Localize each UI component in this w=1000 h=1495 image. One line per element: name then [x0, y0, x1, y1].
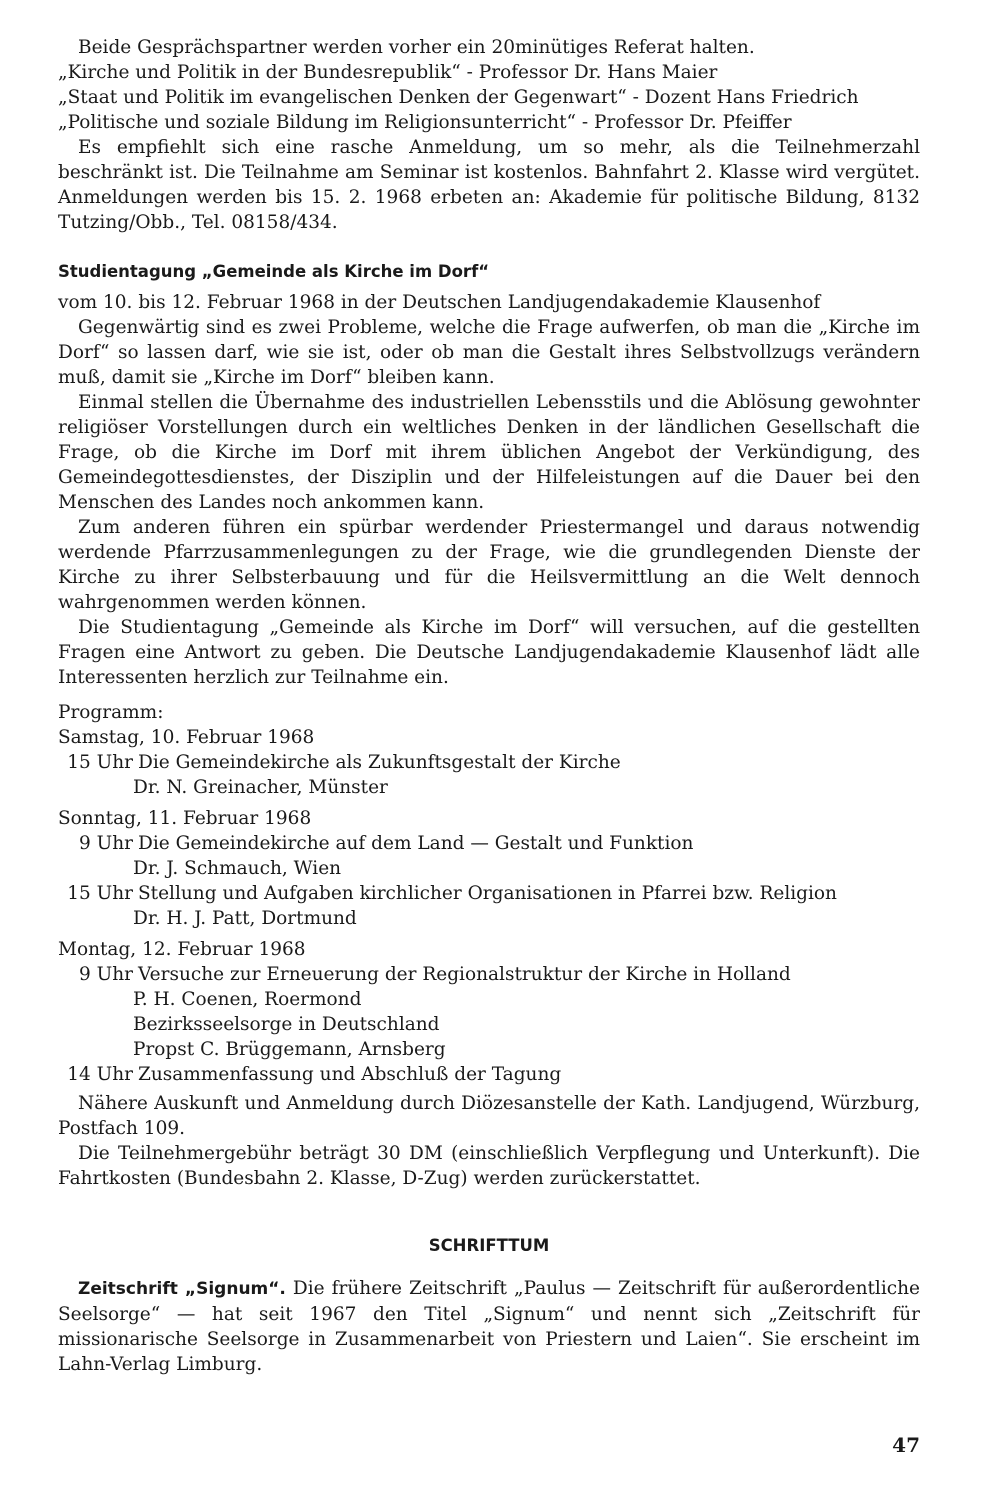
- date-line: vom 10. bis 12. Februar 1968 in der Deutschen Landjugendakademie Klausenhof: [58, 292, 821, 313]
- program-title: Stellung und Aufgaben kirchlicher Organisationen in Pfarrei bzw. Religion: [138, 883, 837, 904]
- program-day: [58, 725, 920, 800]
- program-time: 15 Uhr: [67, 883, 133, 904]
- intro-paragraph: Es empfiehlt sich eine rasche Anmeldung, um so mehr, als die Teilnehmerzahl beschränkt ist. Die Teilnahme am Seminar ist kostenlos. Bahnfahrt 2. Klasse wird vergütet. Anmeldungen werden bis 15. 2. 1968 erbeten an: Akademie für politische Bildung, 8132 Tutzing/Obb., Tel. 08158/434.: [58, 137, 920, 233]
- intro-line: „Staat und Politik im evangelischen Denken der Gegenwart“ - Dozent Hans Friedrich: [58, 87, 859, 108]
- closing-paragraph: Die Teilnehmergebühr beträgt 30 DM (einschließlich Verpflegung und Unterkunft). Die Fahrtkosten (Bundesbahn 2. Klasse, D-Zug) werden zurückerstattet.: [58, 1143, 920, 1189]
- program-item: [58, 750, 920, 775]
- program-speaker: Dr. J. Schmauch, Wien: [133, 858, 342, 879]
- program-title: Zusammenfassung und Abschluß der Tagung: [138, 1064, 562, 1085]
- program-title: Die Gemeindekirche als Zukunftsgestalt der Kirche: [138, 752, 621, 773]
- text-column: [58, 35, 920, 1377]
- paragraph: Einmal stellen die Übernahme des industriellen Lebensstils und die Ablösung gewohnter religiöser Vorstellungen durch ein weltliches Denken in der ländlichen Gesellschaft die Frage, ob die Kirche im Dorf mit ihrem üblichen Angebot der Verkündigung, des Gemeindegottesdienstes, der Disziplin und der Hilfeleistungen auf die Dauer bei den Menschen des Landes noch ankommen kann.: [58, 392, 920, 513]
- program-day: [58, 806, 920, 931]
- program-time: 15 Uhr: [67, 752, 133, 773]
- literature-text: Die frühere Zeitschrift „Paulus — Zeitschrift für außerordentliche Seelsorge“ — hat seit 1967 den Titel „Signum“ und nennt sich „Zeitschrift für missionarische Seelsorge in Zusammenarbeit von Priestern und Laien“. Sie erscheint im Lahn-Verlag Limburg.: [58, 1278, 920, 1375]
- section-title: Studientagung „Gemeinde als Kirche im Dorf“: [58, 262, 490, 281]
- page-number: 47: [892, 1433, 920, 1457]
- program-item: [58, 831, 920, 856]
- paragraph: Die Studientagung „Gemeinde als Kirche im Dorf“ will versuchen, auf die gestellten Fragen eine Antwort zu geben. Die Deutsche Landjugendakademie Klausenhof lädt alle Interessenten herzlich zur Teilnahme ein.: [58, 617, 920, 688]
- literature-lead: Zeitschrift „Signum“.: [78, 1279, 286, 1299]
- schrifttum-section: [58, 1233, 920, 1377]
- program-time: 9 Uhr: [78, 833, 133, 854]
- program-day: [58, 937, 920, 1087]
- day-heading: Samstag, 10. Februar 1968: [58, 727, 315, 748]
- intro-section: [58, 35, 920, 235]
- program-item: [58, 881, 920, 906]
- literature-entry: [58, 1276, 920, 1377]
- program-speaker: Propst C. Brüggemann, Arnsberg: [133, 1039, 446, 1060]
- program-item: [58, 1062, 920, 1087]
- day-heading: Sonntag, 11. Februar 1968: [58, 808, 312, 829]
- studientagung-section: [58, 259, 920, 1191]
- program-speaker: P. H. Coenen, Roermond: [133, 989, 362, 1010]
- program-speaker: Bezirksseelsorge in Deutschland: [133, 1014, 440, 1035]
- intro-line: „Politische und soziale Bildung im Religionsunterricht“ - Professor Dr. Pfeiffer: [58, 112, 792, 133]
- program-speaker: Dr. N. Greinacher, Münster: [133, 777, 388, 798]
- program-time: 9 Uhr: [78, 964, 133, 985]
- intro-line: „Kirche und Politik in der Bundesrepublik“ - Professor Dr. Hans Maier: [58, 62, 718, 83]
- program-item: [58, 962, 920, 987]
- programm-label: Programm:: [58, 702, 164, 723]
- intro-line: Beide Gesprächspartner werden vorher ein 20minütiges Referat halten.: [78, 37, 755, 58]
- program-time: 14 Uhr: [67, 1064, 133, 1085]
- paragraph: Zum anderen führen ein spürbar werdender Priestermangel und daraus notwendig werdende Pfarrzusammenlegungen zu der Frage, wie die grundlegenden Dienste der Kirche zu ihrer Selbsterbauung und für die Heilsvermittlung an die Welt dennoch wahrgenommen werden können.: [58, 517, 920, 613]
- program-speaker: Dr. H. J. Patt, Dortmund: [133, 908, 357, 929]
- program-title: Die Gemeindekirche auf dem Land — Gestalt und Funktion: [138, 833, 694, 854]
- day-heading: Montag, 12. Februar 1968: [58, 939, 306, 960]
- program-title: Versuche zur Erneuerung der Regionalstruktur der Kirche in Holland: [138, 964, 791, 985]
- paragraph: Gegenwärtig sind es zwei Probleme, welche die Frage aufwerfen, ob man die „Kirche im Dorf“ so lassen darf, wie sie ist, oder ob man die Gestalt ihres Selbstvollzugs verändern muß, damit sie „Kirche im Dorf“ bleiben kann.: [58, 317, 920, 388]
- closing-paragraph: Nähere Auskunft und Anmeldung durch Diözesanstelle der Kath. Landjugend, Würzburg, Postfach 109.: [58, 1093, 920, 1139]
- section-heading: SCHRIFTTUM: [428, 1236, 550, 1255]
